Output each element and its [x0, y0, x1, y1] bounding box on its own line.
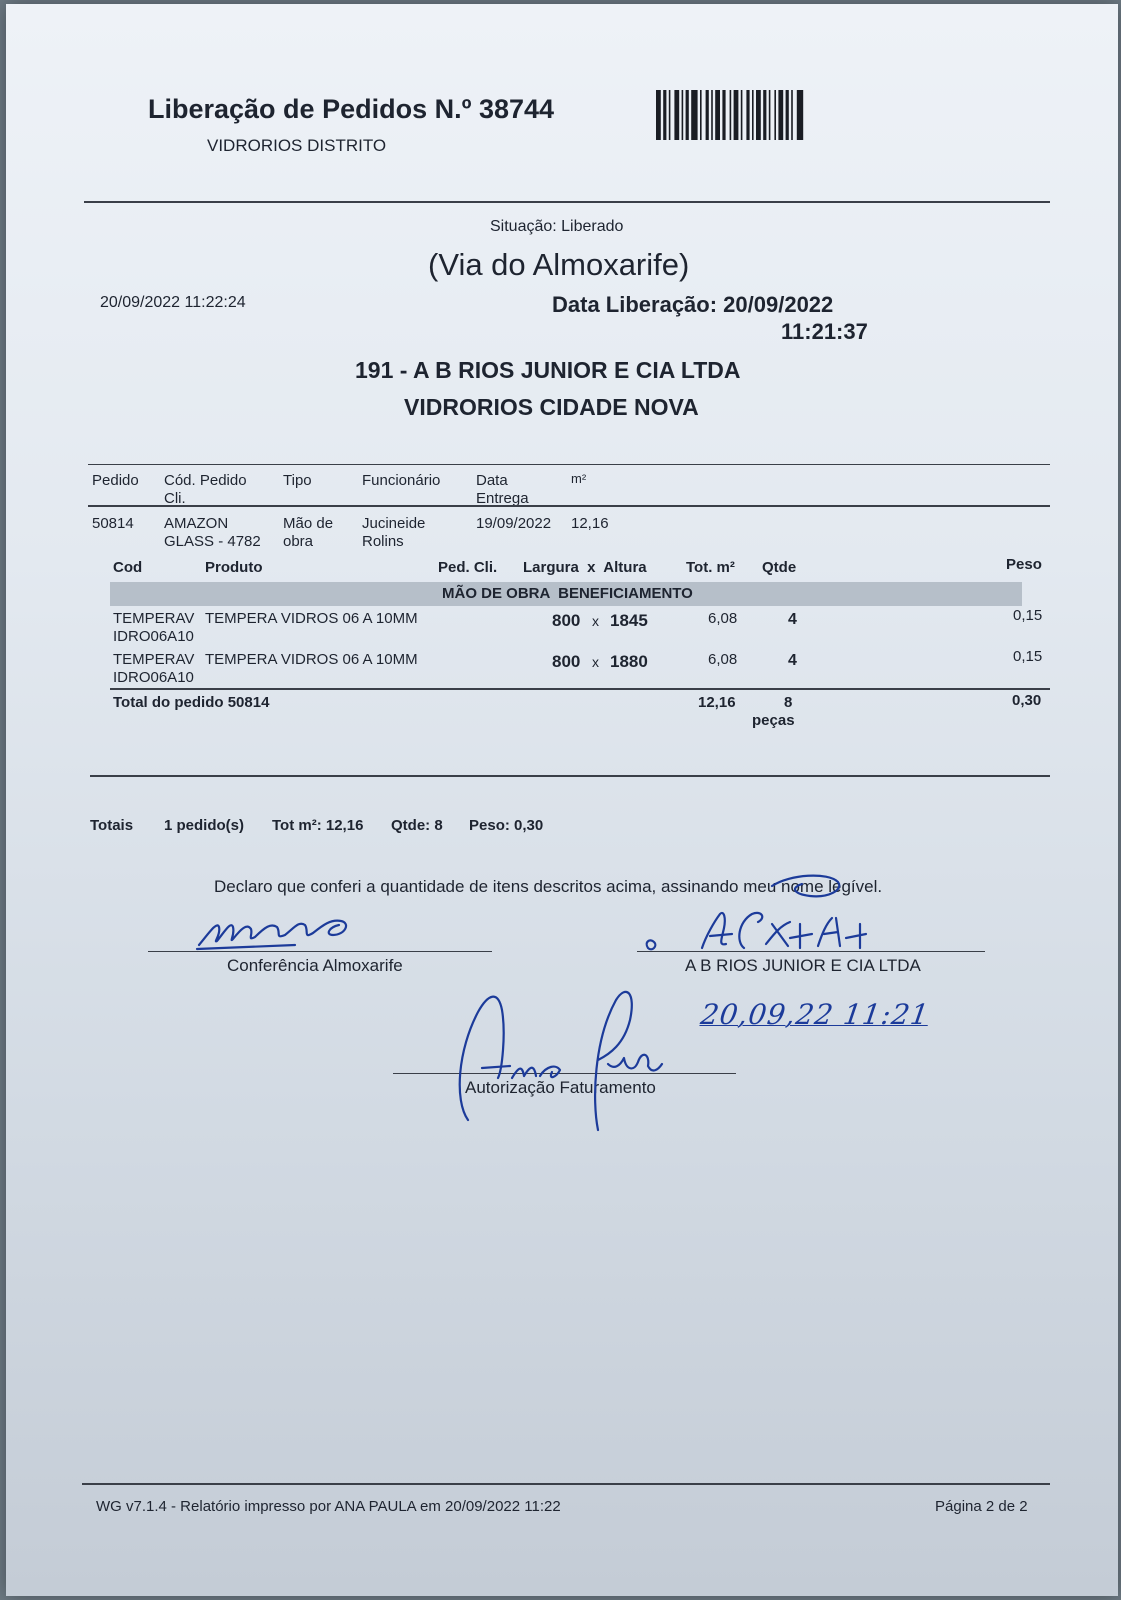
barcode-bar [741, 90, 743, 140]
item-code: TEMPERAV IDRO06A10 [113, 610, 195, 645]
printed-timestamp: 20/09/2022 11:22:24 [100, 294, 246, 311]
barcode-bar [791, 90, 793, 140]
barcode-bar [746, 90, 749, 140]
order-total-peso: 0,30 [1012, 692, 1042, 709]
barcode-bar [786, 90, 789, 140]
order-m2: 12,16 [571, 515, 609, 532]
order-delivery-date: 19/09/2022 [476, 515, 552, 532]
barcode-bar [663, 90, 666, 140]
signature-label-right: A B RIOS JUNIOR E CIA LTDA [685, 956, 921, 975]
col-pedido: Pedido [92, 472, 139, 489]
item-height: 1880 [610, 652, 648, 671]
order-total-qtde: 8 [784, 694, 793, 711]
footer-print-info: WG v7.1.4 - Relatório impresso por ANA PAULA em 20/09/2022 11:22 [96, 1498, 561, 1515]
barcode-bar [715, 90, 720, 140]
totals-m2: Tot m²: 12,16 [272, 817, 364, 834]
items-col-qtde: Qtde [762, 559, 797, 576]
items-col-produto: Produto [205, 559, 263, 576]
order-total-m2: 12,16 [698, 694, 736, 711]
items-col-ped-cli: Ped. Cli. [438, 559, 498, 576]
order-total-label: Total do pedido 50814 [113, 694, 270, 711]
release-time: 11:21:37 [781, 319, 868, 344]
barcode-bar [774, 90, 776, 140]
status-text: Situação: Liberado [490, 218, 624, 235]
totals-qtde: Qtde: 8 [391, 817, 443, 834]
item-product: TEMPERA VIDROS 06 A 10MM [205, 651, 418, 668]
document-title: Liberação de Pedidos N.º 38744 [148, 94, 555, 124]
barcode-bar [669, 90, 671, 140]
item-x: x [592, 613, 599, 629]
items-col-tot-m2: Tot. m² [686, 559, 735, 576]
footer-page-number: Página 2 de 2 [935, 1498, 1028, 1515]
item-code: TEMPERAV IDRO06A10 [113, 651, 195, 686]
barcode-bar [763, 90, 766, 140]
footer-divider [82, 1483, 1050, 1485]
signature-faturamento [448, 980, 688, 1126]
table-top-line [88, 464, 1050, 465]
items-col-peso: Peso [1006, 556, 1042, 573]
items-col-largura-altura: Largura x Altura [523, 559, 647, 576]
order-total-unit: peças [752, 712, 795, 729]
copy-label: (Via do Almoxarife) [428, 247, 690, 282]
totals-divider [90, 775, 1050, 777]
order-client-code: AMAZON GLASS - 4782 [164, 515, 261, 550]
item-peso: 0,15 [1013, 648, 1043, 665]
release-date: Data Liberação: 20/09/2022 [552, 292, 834, 317]
signature-label-bottom: Autorização Faturamento [465, 1078, 656, 1097]
table-row [113, 648, 1043, 687]
items-col-cod: Cod [113, 559, 143, 576]
totals-label: Totais [90, 817, 134, 834]
total-line [110, 688, 1050, 690]
barcode-bar [674, 90, 679, 140]
signature-almoxarife [195, 905, 365, 951]
order-type: Mão de obra [283, 515, 334, 550]
order-number: 50814 [92, 515, 134, 532]
col-funcionario: Funcionário [362, 472, 441, 489]
barcode-bar [700, 90, 702, 140]
item-qtde: 4 [788, 611, 797, 628]
barcode-bar [656, 90, 661, 140]
item-height: 1845 [610, 611, 648, 630]
col-m2: m² [571, 471, 587, 486]
barcode-image [656, 90, 828, 142]
barcode-bar [734, 90, 739, 140]
signature-label-left: Conferência Almoxarife [227, 956, 403, 975]
barcode-bar [756, 90, 761, 140]
customer-branch: VIDRORIOS CIDADE NOVA [404, 394, 699, 420]
table-header-line [88, 505, 1050, 507]
order-employee: Jucineide Rolins [362, 515, 426, 550]
item-qtde: 4 [788, 652, 797, 669]
barcode-bar [686, 90, 689, 140]
col-tipo: Tipo [283, 472, 312, 489]
barcode-bar [706, 90, 709, 140]
barcode-bar [682, 90, 684, 140]
barcode-bar [711, 90, 713, 140]
item-width: 800 [552, 611, 581, 630]
barcode-bar [769, 90, 771, 140]
col-cod-pedido: Cód. Pedido Cli. [164, 472, 247, 507]
signature-line-left [148, 951, 492, 952]
item-tot-m2: 6,08 [708, 610, 738, 627]
item-tot-m2: 6,08 [708, 651, 738, 668]
barcode-bar [730, 90, 732, 140]
totals-pedidos: 1 pedido(s) [164, 817, 245, 834]
totals-peso: Peso: 0,30 [469, 817, 544, 834]
declaration-text: Declaro que conferi a quantidade de itens descritos acima, assinando meu nome legível. [214, 877, 883, 896]
company-name: VIDRORIOS DISTRITO [207, 136, 387, 155]
header-divider [84, 201, 1050, 203]
col-data-entrega: Data Entrega [476, 472, 529, 507]
barcode-bar [797, 90, 803, 140]
customer-name: 191 - A B RIOS JUNIOR E CIA LTDA [355, 357, 741, 383]
barcode-bar [722, 90, 725, 140]
item-width: 800 [552, 652, 581, 671]
table-row [113, 607, 1043, 646]
handwritten-date: 20,09,22 11:21 [698, 998, 932, 1031]
section-title: MÃO DE OBRA BENEFICIAMENTO [442, 585, 693, 602]
document-page [6, 4, 1118, 1596]
item-peso: 0,15 [1013, 607, 1043, 624]
item-x: x [592, 654, 599, 670]
barcode-bar [752, 90, 754, 140]
barcode-bar [778, 90, 783, 140]
barcode-bar [691, 90, 697, 140]
item-product: TEMPERA VIDROS 06 A 10MM [205, 610, 418, 627]
signature-company [640, 862, 900, 954]
